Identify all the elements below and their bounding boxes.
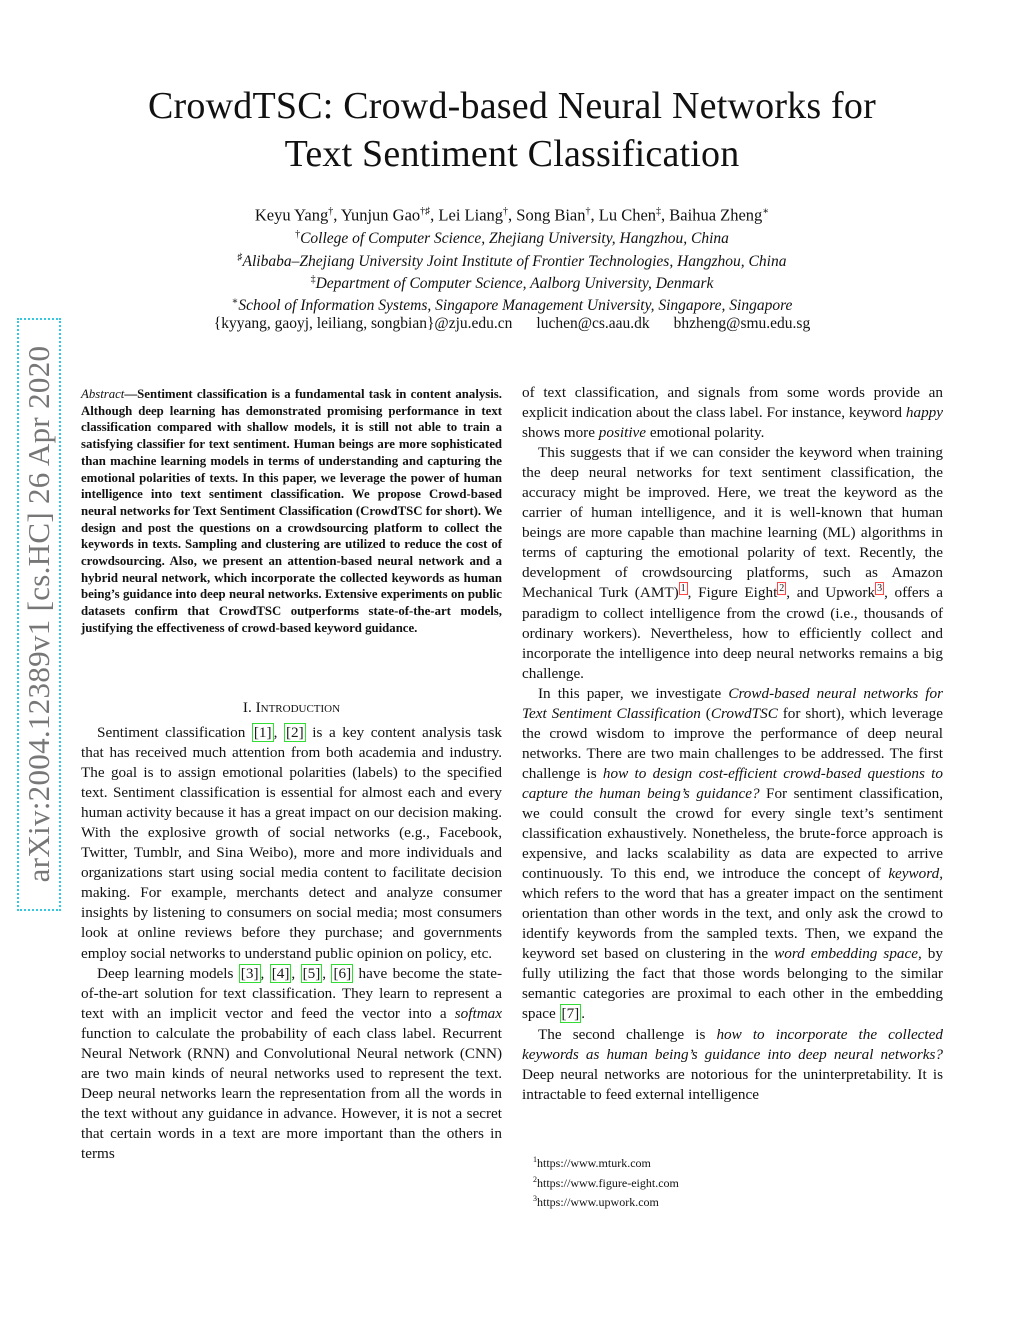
section-title: Introduction (255, 699, 341, 716)
footnote: $^1$https://www.mturk.com (533, 1155, 651, 1170)
citation-link[interactable]: [5] (302, 964, 321, 982)
footnote-link[interactable]: 3 (877, 583, 883, 595)
footnote-link[interactable]: 2 (779, 583, 785, 595)
footnote: $^2$https://www.figure-eight.com (533, 1174, 679, 1190)
paper-title-line-1: CrowdTSC: Crowd-based Neural Networks for (148, 85, 876, 127)
right-column (522, 383, 943, 1105)
author-name: Lei Liang (438, 205, 504, 225)
paragraph: Sentiment classification [1] , [2] is a key content analysis task that has received much attention from both academia and industry. The goal is to assign emotional polarities (labels) to the specified text. Sentiment classification is essential for almost each and every human activity because it has a great impact on our decision making. With the explosive growth of social networks (e.g., Facebook, Twitter, Tumblr, and Sina Weibo), more and more individuals and organizations start using social media content to facilitate decision making. For example, merchants detect and analyze consumer insights by listening to consumers on social media; most consumers look at online reviews before they purchase; and governments employ social networks to understand public opinion on policy, etc. (81, 724, 502, 962)
author-mark: ‡ (656, 206, 662, 217)
footnote-url[interactable]: https://www.figure-eight.com (537, 1175, 679, 1190)
affiliation-text: Alibaba–Zhejiang University Joint Institute of Frontier Technologies, Hangzhou, China (242, 253, 787, 271)
email-smu[interactable]: bhzheng@smu.edu.sg (673, 315, 811, 332)
footnote-url[interactable]: https://www.upwork.com (537, 1195, 659, 1209)
author-mark: † (503, 206, 509, 217)
affiliation-text: College of Computer Science, Zhejiang University, Hangzhou, China (300, 230, 729, 248)
citation-link[interactable]: [1] (253, 724, 272, 741)
affiliation-mark: † (295, 229, 301, 240)
citation-link[interactable]: [2] (285, 724, 304, 741)
abstract-label: Abstract (81, 387, 125, 401)
author-mark: † (585, 206, 591, 217)
paragraph: The second challenge is how to incorporate the collected keywords as human being’s guidance into deep neural networks? Deep neural networks are notorious for the uninterpretability. It is intractable to feed external intelligence (522, 1025, 943, 1103)
author-name: Lu Chen (598, 205, 657, 225)
citation-link[interactable]: [4] (271, 964, 290, 982)
abstract-text: —Sentiment classification is a fundamental task in content analysis. Although deep learning has demonstrated promising performance in text classification compared with shallow models, it is still not able to train a satisfying classifier for text sentiment. Human beings are more sophisticated than machine learning models in terms of understanding and capturing the emotional polarities of texts. In this paper, we leverage the power of human intelligence into text sentiment classification. We propose Crowd-based neural networks for Text Sentiment Classification (CrowdTSC for short). We design and post the questions on a crowdsourcing platform to collect the keywords in texts. Sampling and clustering are utilized to reduce the cost of crowdsourcing. Also, we present an attention-based neural network and a hybrid neural network, which incorporate the collected keywords as human being’s guidance into deep neural networks. Extensive experiments on public datasets confirm that CrowdTSC outperforms state-of-the-art models, justifying the effectiveness of crowd-based keyword guidance. (81, 387, 502, 635)
section-number: I. (242, 699, 252, 716)
email-aau[interactable]: luchen@cs.aau.dk (536, 315, 650, 332)
citation-link[interactable]: [7] (561, 1005, 580, 1023)
affiliation-mark: ♯ (237, 252, 243, 263)
author-mark: † (328, 206, 334, 217)
author-list: Keyu Yang†, Yunjun Gao†♯, Lei Liang†, Song Bian†, Lu Chen‡, Baihua Zheng∗ (254, 205, 770, 225)
author-name: Song Bian (516, 205, 586, 225)
paragraph: of text classification, and signals from some words provide an explicit indication about the class label. For instance, keyword happy shows more positive emotional polarity. (522, 384, 943, 442)
author-name: Keyu Yang (254, 205, 329, 225)
paper-title-line-2: Text Sentiment Classification (284, 133, 740, 175)
citation-link[interactable]: [6] (333, 964, 352, 982)
email-line (60, 313, 964, 335)
footnote-url[interactable]: https://www.mturk.com (537, 1156, 651, 1170)
paragraph: Deep learning models [3] , [4] , [5] , [6] have become the state-of-the-art solution for text classification. They learn to represent a text with an implicit vector and feed the vector into a softmax function to calculate the probability of each class label. Recurrent Neural Network (RNN) and Convolutional Neural network (CNN) are two main kinds of neural networks used to represent the text. Deep neural networks learn the representation from all the words in the text without any guidance in advance. However, it is not a secret that certain words in a text are more important than the others in terms (81, 964, 503, 1162)
author-mark: ∗ (762, 206, 770, 217)
arxiv-id-label: arXiv:2004.12389v1 [cs.HC] 26 Apr 2020 (21, 345, 56, 883)
affiliation-text: Department of Computer Science, Aalborg University, Denmark (315, 275, 714, 293)
section-heading (81, 698, 502, 718)
email-zju[interactable]: {kyyang, gaoyj, leiliang, songbian}@zju.edu.cn (213, 315, 513, 332)
affiliation-mark: ‡ (310, 274, 316, 285)
affiliation-mark: ∗ (231, 296, 239, 307)
citation-link[interactable]: [3] (240, 964, 259, 982)
author-name: Yunjun Gao (340, 205, 421, 225)
left-column (81, 723, 502, 1164)
author-mark: †♯ (420, 206, 431, 217)
footnote: $^3$https://www.upwork.com (533, 1194, 659, 1209)
paragraph: In this paper, we investigate Crowd-based neural networks for Text Sentiment Classification (CrowdTSC for short), which leverage the crowd wisdom to improve the performance of deep neural networks. There are two main challenges to be addressed. The first challenge is how to design cost-efficient crowd-based questions to capture the human being’s guidance? For sentiment classification, we could consult the crowd for every single text’s sentiment classification exhaustively. Nonetheless, the brute-force approach is expensive, and lacks scalability as data are expected to arrive continuously. To this end, we introduce the concept of keyword, which refers to the word that has a greater impact on the sentiment orientation than other words in the text, and only ask the crowd to identify keywords from the sampled texts. Then, we expand the keyword set based on clustering in the word embedding space, by fully utilizing the fact that those words belonging to the similar semantic categories are proximal to each other in the embedding space [7] . (522, 684, 944, 1023)
footnote-link[interactable]: 1 (680, 583, 686, 595)
affiliation-text: School of Information Systems, Singapore Management University, Singapore, Singapore (238, 297, 793, 315)
footnotes (533, 1152, 679, 1211)
author-name: Baihua Zheng (669, 205, 763, 225)
paragraph: This suggests that if we can consider the keyword when training the deep neural networks for text sentiment classification, the accuracy might be improved. Here, we treat the keyword as the carrier of human intelligence, and it is well-known that human beings are more capable than machine learning (ML) algorithms in terms of capturing the emotional polarity of text. Recently, the development of crowdsourcing platforms, such as Amazon Mechanical Turk (AMT) $^1$ , Figure Eight $^2$ , and Upwork $^3$ , offers a paradigm to collect intelligence from the crowd (i.e., thousands of ordinary workers). Nevertheless, how to efficiently collect and incorporate the intelligence into deep neural networks remains a big challenge. (522, 444, 944, 682)
abstract (81, 386, 502, 637)
